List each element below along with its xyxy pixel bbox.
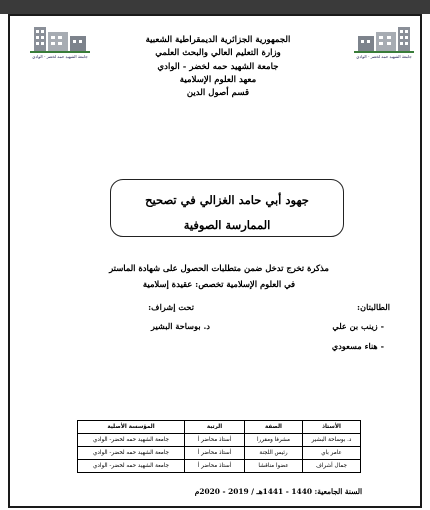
- committee-header-row: [78, 421, 361, 434]
- building-logo-icon: [30, 24, 90, 54]
- table-row: [78, 447, 361, 460]
- university-name: جامعة الشهيد حمه لخضر - الوادي: [157, 61, 279, 72]
- header-institution: المؤسسة الأصلية: [78, 421, 185, 434]
- academic-year: السنة الجامعية: 1440 - 1441هـ / 2019 - 2020م: [194, 487, 362, 496]
- table-row: [78, 460, 361, 473]
- cell-rank: أستاذ محاضر أ: [185, 447, 245, 460]
- country-name: الجمهورية الجزائرية الديمقراطية الشعبية: [145, 35, 291, 45]
- window-top-bar: [0, 0, 430, 14]
- thesis-description-line1: مذكرة تخرج تدخل ضمن متطلبات الحصول على شهادة الماستر: [109, 263, 329, 273]
- committee-table: [77, 420, 361, 473]
- thesis-title-line1: جهود أبي حامد الغزالي في تصحيح: [145, 193, 309, 207]
- cell-rank: أستاذ محاضر أ: [185, 460, 245, 473]
- header-professor: الأستاذ: [303, 421, 361, 434]
- cell-institution: جامعة الشهيد حمه لخضر- الوادي: [78, 447, 185, 460]
- cell-professor: عامر باي: [303, 447, 361, 460]
- university-logo-right: [354, 24, 414, 64]
- thesis-title-box: [110, 179, 344, 237]
- students-label: الطالبتان:: [357, 302, 390, 312]
- ministry-name: وزارة التعليم العالي والبحث العلمي: [155, 48, 281, 59]
- cell-role: رئيس اللجنة: [245, 447, 303, 460]
- cell-rank: أستاذ محاضر أ: [185, 434, 245, 447]
- institute-name: معهد العلوم الإسلامية: [179, 74, 257, 85]
- cell-professor: جمال أشراف: [303, 460, 361, 473]
- thesis-title-line2: الممارسة الصوفية: [183, 218, 271, 232]
- thesis-description: [70, 260, 368, 292]
- supervisor-name: د. بوساحة البشير: [150, 321, 210, 331]
- cell-institution: جامعة الشهيد حمه لخضر- الوادي: [78, 434, 185, 447]
- header-rank: الرتبة: [185, 421, 245, 434]
- cell-institution: جامعة الشهيد حمه لخضر- الوادي: [78, 460, 185, 473]
- institution-header: [90, 34, 346, 100]
- building-logo-icon: [354, 24, 414, 54]
- logo-left-caption: جامعة الشهيد حمه لخضر - الوادي: [32, 54, 88, 59]
- table-row: [78, 434, 361, 447]
- student-name-1: - زينب بن علي: [332, 321, 384, 331]
- cell-role: عضوا مناقشا: [245, 460, 303, 473]
- department-name: قسم أصول الدين: [186, 88, 250, 99]
- university-logo-left: [30, 24, 90, 64]
- header-role: الصفة: [245, 421, 303, 434]
- cell-professor: د. بوساحة البشير: [303, 434, 361, 447]
- thesis-description-line2: في العلوم الإسلامية تخصص: عقيدة إسلامية: [142, 279, 296, 289]
- cell-role: مشرفا ومقررا: [245, 434, 303, 447]
- supervisor-label: تحت إشراف:: [148, 302, 194, 312]
- cover-page: [8, 14, 422, 508]
- logo-right-caption: جامعة الشهيد حمه لخضر - الوادي: [356, 54, 412, 59]
- student-name-2: - هناء مسعودي: [331, 341, 384, 351]
